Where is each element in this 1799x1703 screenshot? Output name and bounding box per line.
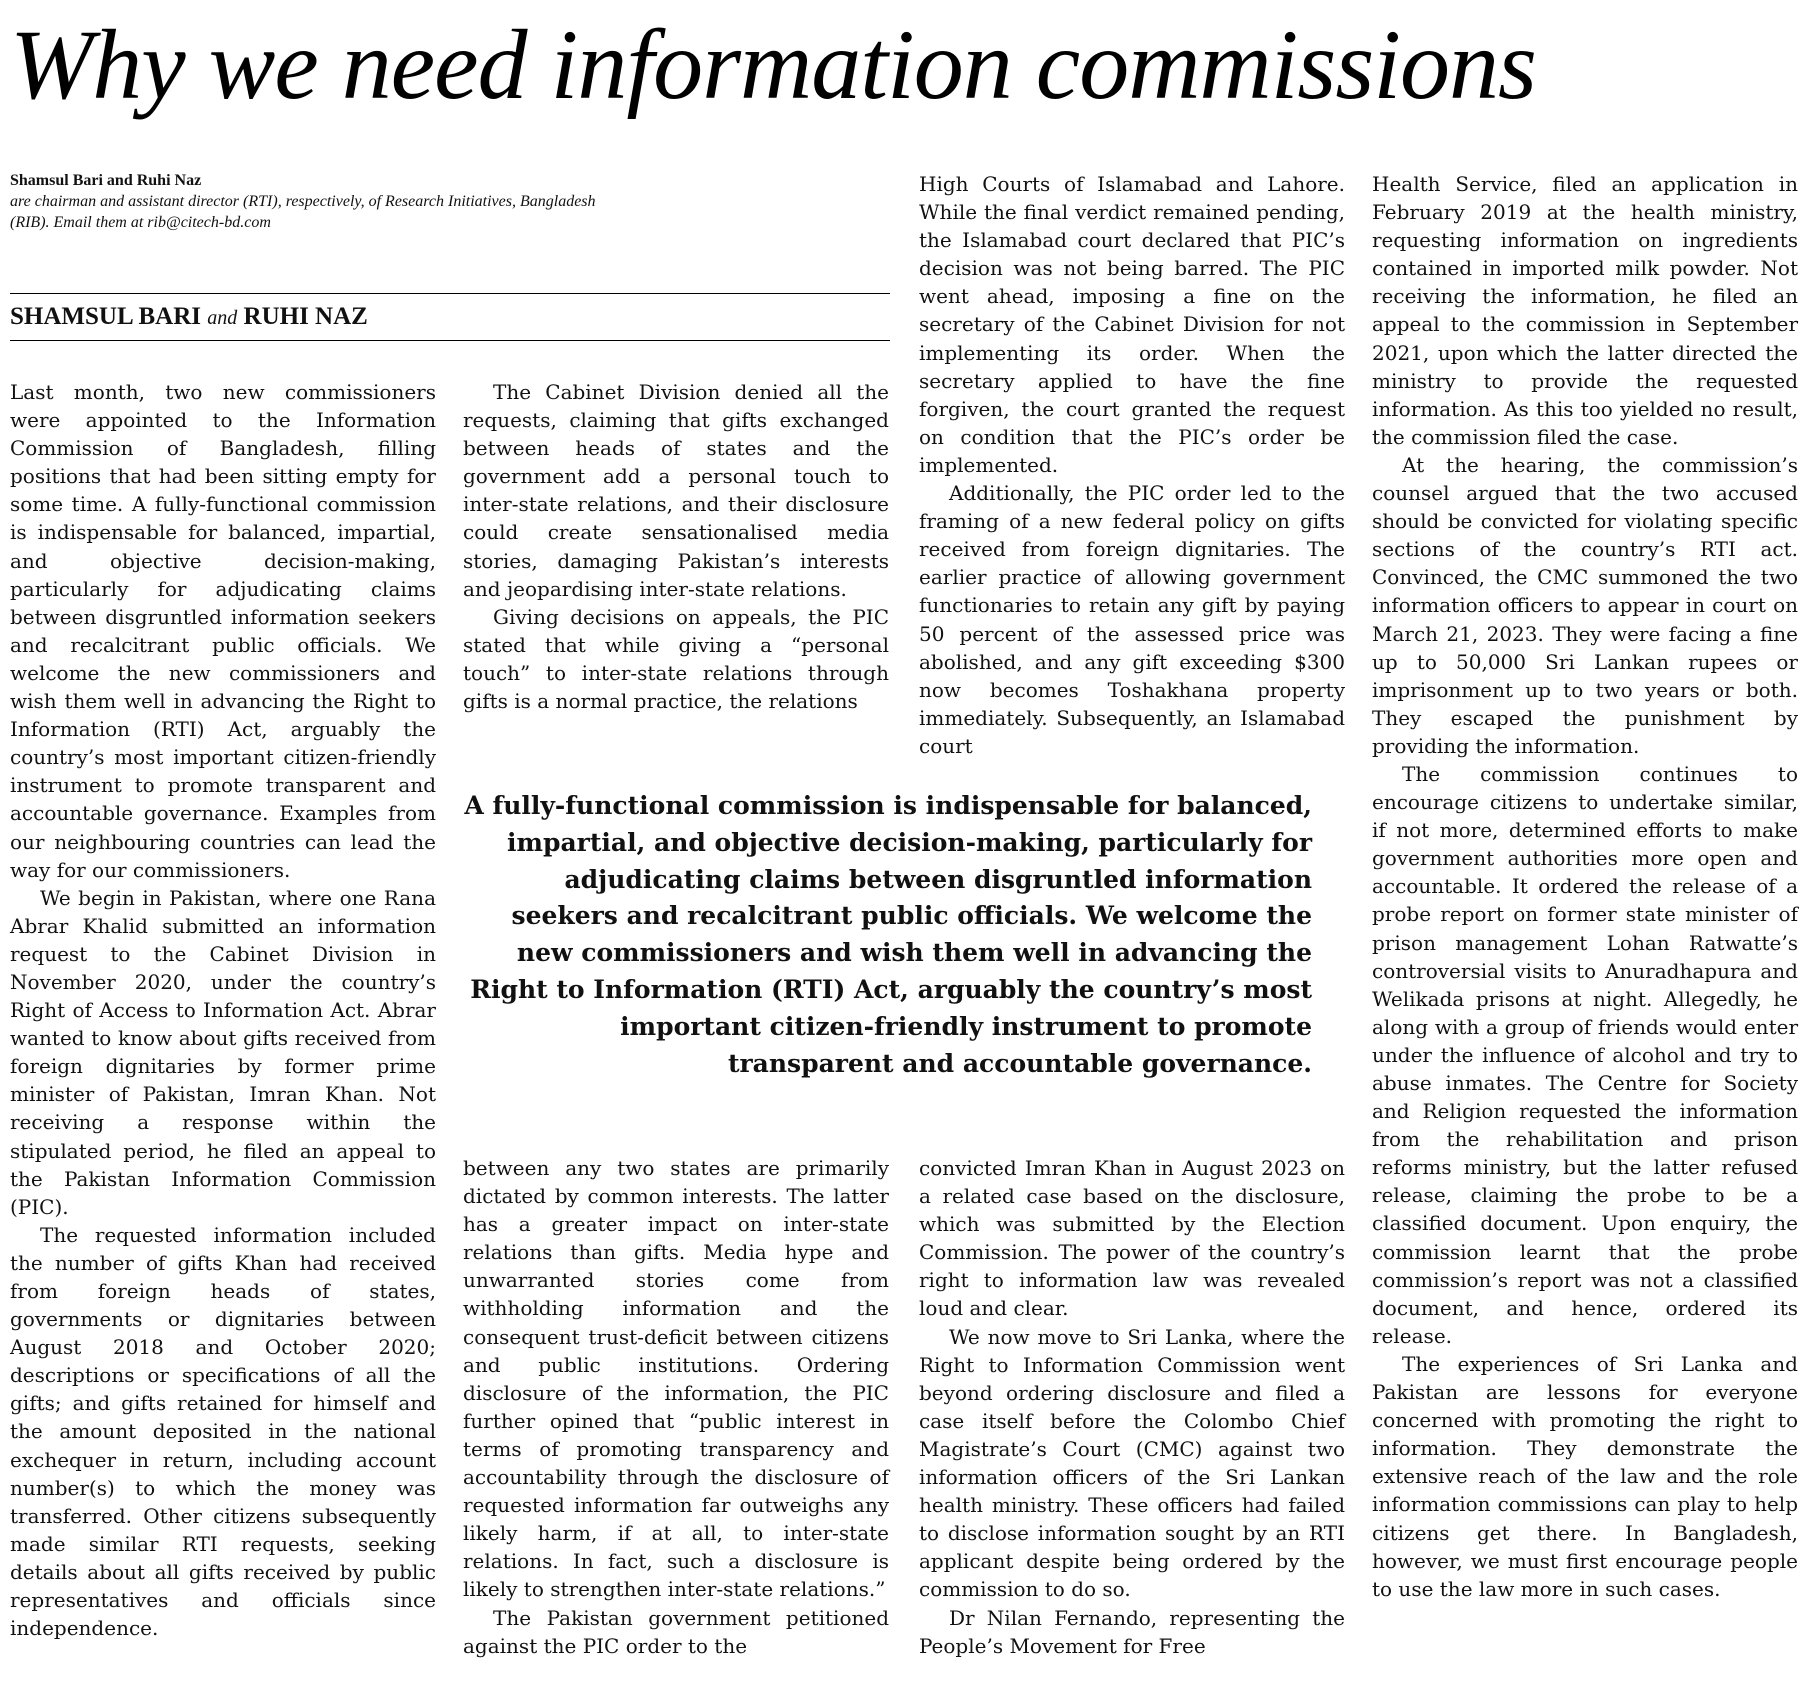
author-info bbox=[10, 170, 610, 233]
paragraph: The commission continues to encourage citizens to undertake similar, if not more, determined efforts to make government authorities more open and accountable. It ordered the release of a probe report on former state minister of prison management Lohan Ratwatte’s controversial visits to Anuradhapura and Welikada prisons at night. Allegedly, he along with a group of friends would enter under the influence of alcohol and try to abuse inmates. The Centre for Society and Religion requested the information from the rehabilitation and prison reforms ministry, but the latter refused release, claiming the probe to be a classified document. Upon enquiry, the commission learnt that the probe commission’s report was not a classified document, and hence, ordered its release. bbox=[1372, 761, 1798, 1348]
byline-second-author: RUHI NAZ bbox=[243, 303, 368, 330]
column-1 bbox=[10, 378, 436, 1642]
paragraph: Last month, two new commissioners were appointed to the Information Commission of Bangladesh, filling positions that had been sitting empty for some time. A fully-functional commission is indispensable for balanced, impartial, and objective decision-making, particularly for adjudicating claims between disgruntled information seekers and recalcitrant public officials. We welcome the new commissioners and wish them well in advancing the Right to Information (RTI) Act, arguably the country’s most important citizen-friendly instrument to promote transparent and accountable governance. Examples from our neighbouring countries can lead the way for our commissioners. bbox=[10, 380, 436, 882]
author-names: Shamsul Bari and Ruhi Naz bbox=[10, 172, 202, 189]
paragraph: The experiences of Sri Lanka and Pakistan are lessons for everyone concerned with promoting the right to information. They demonstrate the extensive reach of the law and the role information commissions can play to help citizens get there. In Bangladesh, however, we must first encourage people to use the law more in such cases. bbox=[1372, 1351, 1798, 1601]
paragraph: The Pakistan government petitioned against the PIC order to the bbox=[463, 1605, 889, 1658]
byline-joiner: and bbox=[207, 307, 238, 329]
paragraph: Additionally, the PIC order led to the framing of a new federal policy on gifts received from foreign dignitaries. The earlier practice of allowing government functionaries to retain any gift by paying 50 percent of the assessed price was abolished, and any gift exceeding $300 now becomes Toshakhana property immediately. Subsequently, an Islamabad court bbox=[919, 481, 1345, 758]
paragraph: We now move to Sri Lanka, where the Right to Information Commission went beyond ordering disclosure and filed a case itself before the Colombo Chief Magistrate’s Court (CMC) against two information officers of the Sri Lankan health ministry. These officers had failed to disclose information sought by an RTI applicant despite being ordered by the commission to do so. bbox=[919, 1324, 1345, 1602]
byline-top-rule bbox=[10, 293, 890, 294]
byline-bottom-rule bbox=[10, 340, 890, 341]
paragraph: High Courts of Islamabad and Lahore. While the final verdict remained pending, the Islamabad court declared that PIC’s decision was not being barred. The PIC went ahead, imposing a fine on the secretary of the Cabinet Division for not implementing its order. When the secretary applied to have the fine forgiven, the court granted the request on condition that the PIC’s order be implemented. bbox=[919, 172, 1345, 477]
column-2-bottom bbox=[463, 1154, 889, 1660]
paragraph: The requested information included the number of gifts Khan had received from foreign heads of states, governments or dignitaries between August 2018 and October 2020; descriptions or specifications of all the gifts; and gifts retained for himself and the amount deposited in the national exchequer in return, including account number(s) to which the money was transferred. Other citizens subsequently made similar RTI requests, seeking details about all gifts received by public representatives and officials since independence. bbox=[10, 1222, 436, 1641]
column-3-top bbox=[919, 170, 1345, 760]
paragraph: Dr Nilan Fernando, representing the People’s Movement for Free bbox=[919, 1605, 1345, 1658]
paragraph: We begin in Pakistan, where one Rana Abrar Khalid submitted an information request to the Cabinet Division in November 2020, under the country’s Right of Access to Information Act. Abrar wanted to know about gifts received from foreign dignitaries by former prime minister of Pakistan, Imran Khan. Not receiving a response within the stipulated period, he filed an appeal to the Pakistan Information Commission (PIC). bbox=[10, 885, 436, 1219]
byline bbox=[10, 302, 890, 333]
paragraph: Giving decisions on appeals, the PIC stated that while giving a “personal touch” to inter-state relations through gifts is a normal practice, the relations bbox=[463, 604, 889, 714]
column-3-bottom bbox=[919, 1154, 1345, 1660]
paragraph: Health Service, filed an application in February 2019 at the health ministry, requesting information on ingredients contained in imported milk powder. Not receiving the information, he filed an appeal to the commission in September 2021, upon which the latter directed the ministry to provide the requested information. As this too yielded no result, the commission filed the case. bbox=[1372, 172, 1798, 449]
headline: Why we need information commissions bbox=[10, 9, 1536, 120]
paragraph: At the hearing, the commission’s counsel argued that the two accused should be convicted for violating specific sections of the country’s RTI act. Convinced, the CMC summoned the two information officers to appear in court on March 21, 2023. They were facing a fine up to 50,000 Sri Lankan rupees or imprisonment up to two years or both. They escaped the punishment by providing the information. bbox=[1372, 452, 1798, 758]
byline-first-author: SHAMSUL BARI bbox=[10, 303, 202, 330]
column-4 bbox=[1372, 170, 1798, 1603]
author-bio: are chairman and assistant director (RTI), respectively, of Research Initiatives, Bangladesh (RIB). Email them at rib@citech-bd.com bbox=[10, 193, 596, 231]
paragraph: The Cabinet Division denied all the requests, claiming that gifts exchanged between heads of states and the government add a personal touch to inter-state relations, and their disclosure could create sensationalised media stories, damaging Pakistan’s interests and jeopardising inter-state relations. bbox=[463, 380, 889, 601]
paragraph: convicted Imran Khan in August 2023 on a related case based on the disclosure, which was submitted by the Election Commission. The power of the country’s right to information law was revealed loud and clear. bbox=[919, 1156, 1345, 1321]
column-2-top bbox=[463, 378, 889, 715]
paragraph: between any two states are primarily dictated by common interests. The latter has a greater impact on inter-state relations than gifts. Media hype and unwarranted stories come from withholding information and the consequent trust-deficit between citizens and public institutions. Ordering disclosure of the information, the PIC further opined that “public interest in terms of promoting transparency and accountability through the disclosure of requested information far outweighs any likely harm, if at all, to inter-state relations. In fact, such a disclosure is likely to strengthen inter-state relations.” bbox=[463, 1156, 889, 1602]
pull-quote: A fully-functional commission is indispensable for balanced, impartial, and objective decision-making, particularly for adjudicating claims between disgruntled information seekers and recalcitrant public officials. We welcome the new commissioners and wish them well in advancing the Right to Information (RTI) Act, arguably the country’s most important citizen-friendly instrument to promote transparent and accountable governance. bbox=[464, 791, 1312, 1078]
